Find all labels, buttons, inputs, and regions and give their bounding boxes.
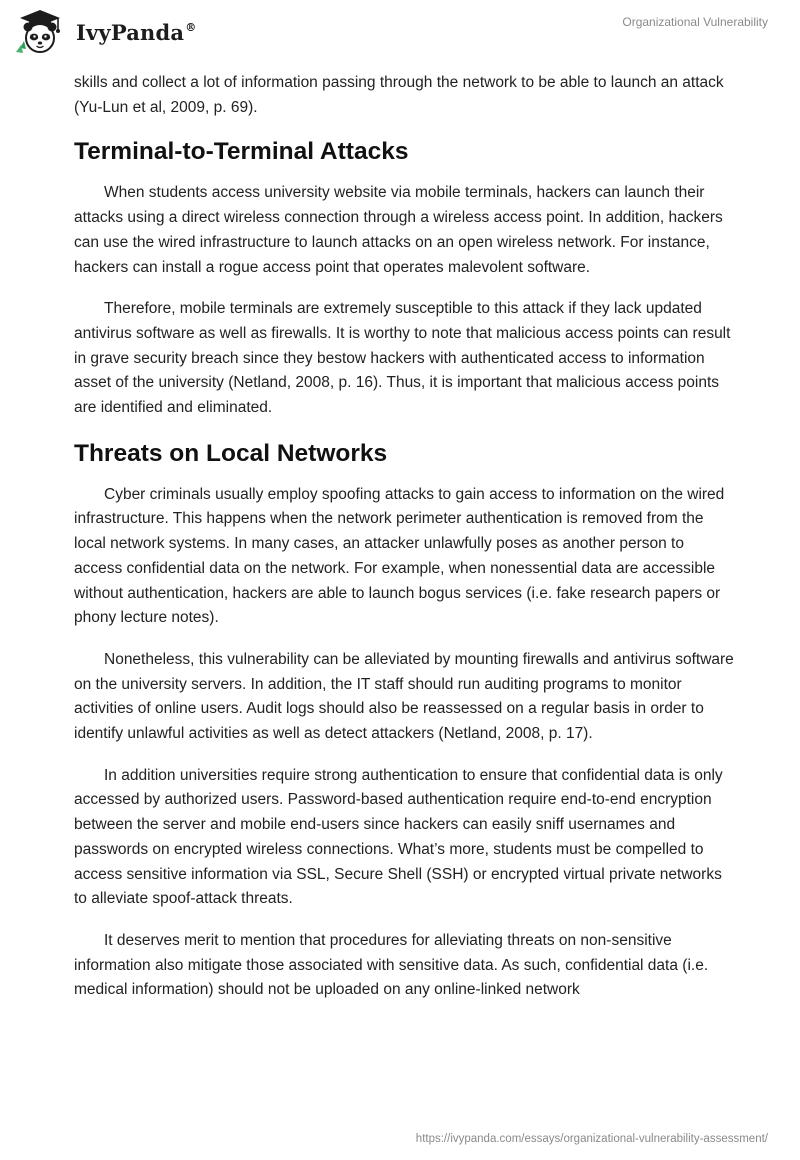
intro-paragraph: skills and collect a lot of information passing through the network to be able to launch an attack (Yu-Lun et al, 2009, p. 69). xyxy=(74,74,724,116)
paragraph: Therefore, mobile terminals are extremely susceptible to this attack if they lack updated antivirus software as well as firewalls. It is worthy to note that malicious access points can result in grave security breach since they bestow hackers with authenticated access to information asset of the university (Netland, 2008, p. 16). Thus, it is important that malicious access points are identified and eliminated. xyxy=(74,300,731,417)
panda-graduate-icon xyxy=(14,8,66,56)
paragraph: Nonetheless, this vulnerability can be alleviated by mounting firewalls and antivirus software on the university servers. In addition, the IT staff should run auditing programs to monitor activities of online users. Audit logs should also be reassessed on a regular basis in order to identify unlawful activities as well as detect attackers (Netland, 2008, p. 17). xyxy=(74,650,734,743)
paragraph: It deserves merit to mention that procedures for alleviating threats on non-sensitive information also mitigate those associated with sensitive data. As such, confidential data (i.e. medical information) should not be uploaded on any online-linked network xyxy=(74,931,709,999)
page-header xyxy=(0,0,800,70)
essay-content xyxy=(74,71,734,1020)
paragraph: In addition universities require strong authentication to ensure that confidential data is only accessed by authorized users. Password-based authentication require end-to-end encryption between the server and mobile end-users since hackers can easily sniff usernames and passwords on encrypted wireless connections. What’s more, students must be compelled to access sensitive information via SSL, Secure Shell (SSH) or encrypted virtual private networks to alleviate spoof-attack threats. xyxy=(74,766,723,908)
ivypanda-logo[interactable] xyxy=(14,8,196,56)
paragraph: When students access university website via mobile terminals, hackers can launch their attacks using a direct wireless connection through a wireless access point. In addition, hackers can use the wired infrastructure to launch attacks on an open wireless network. For instance, hackers can install a rogue access point that operates malevolent software. xyxy=(74,184,723,276)
source-url[interactable]: https://ivypanda.com/essays/organizational-vulnerability-assessment/ xyxy=(415,1133,768,1145)
section-heading-local-networks: Threats on Local Networks xyxy=(74,439,388,467)
section-heading-terminal-attacks: Terminal-to-Terminal Attacks xyxy=(74,138,409,166)
document-title: Organizational Vulnerability xyxy=(622,15,768,29)
logo-text: IvyPanda® xyxy=(76,19,197,45)
paragraph: Cyber criminals usually employ spoofing attacks to gain access to information on the wired infrastructure. This happens when the network perimeter authentication is removed from the local network systems. In many cases, an attacker unlawfully poses as another person to access confidential data on the network. For example, when nonessential data are accessible without authentication, hackers are able to launch bogus services (i.e. fake research papers or phony lecture notes). xyxy=(74,485,725,627)
